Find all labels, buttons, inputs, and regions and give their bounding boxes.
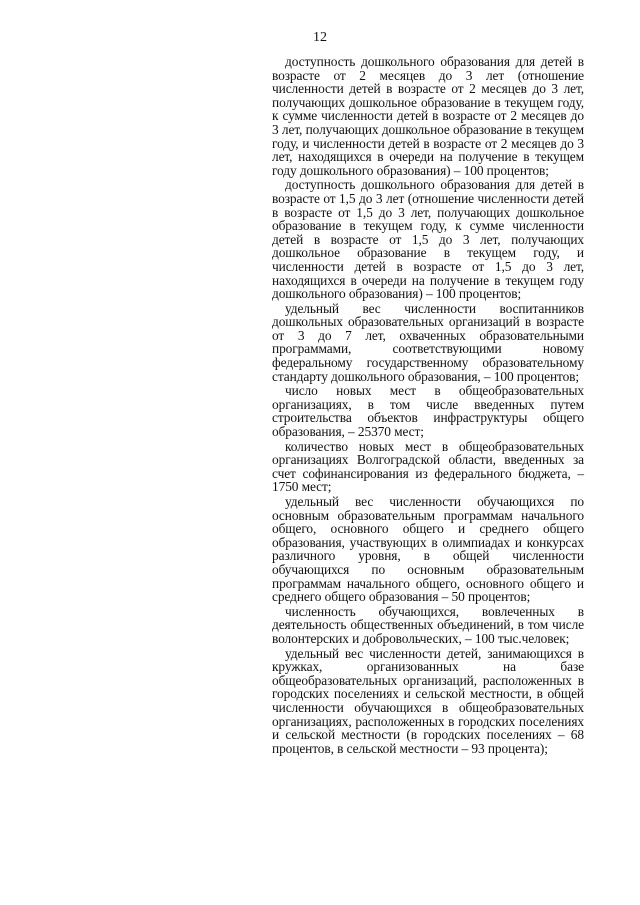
paragraph-7: численность обучающихся, вовлеченных в деятельность общественных объединений, в том числе волонтерских и добровольческих, – 100 тыс.человек; (272, 603, 584, 646)
paragraph-1: доступность дошкольного образования для детей в возрасте от 2 месяцев до 3 лет (отношение численности детей в возрасте от 2 месяцев до 3 лет, получающих дошкольное образование в текущем году, к сумме численности детей в возрасте от 2 месяцев до 3 лет, получающих дошкольное образование в текущем году, и численности детей в возрасте от 2 месяцев до 3 лет, находящихся в очереди на получение в текущем году дошкольного образования) – 100 процентов; (272, 54, 584, 178)
document-body (272, 55, 584, 756)
paragraph-2: доступность дошкольного образования для детей в возрасте от 1,5 до 3 лет (отношение численности детей в возрасте от 1,5 до 3 лет, получающих дошкольное образование в текущем году, к сумме численности детей в возрасте от 1,5 до 3 лет, получающих дошкольное образование в текущем году, и численности детей в возрасте от 1,5 до 3 лет, находящихся в очереди на получение в текущем году дошкольного образования) – 100 процентов; (272, 177, 584, 302)
paragraph-5: количество новых мест в общеобразовательных организациях Волгоградской области, введенных за счет софинансирования из федерального бюджета, – 1750 мест; (272, 438, 584, 495)
paragraph-3: удельный вес численности воспитанников дошкольных образовательных организаций в возрасте от 3 до 7 лет, охваченных образовательными программами, соответствующими новому федеральному государственному образовательному стандарту дошкольного образования, – 100 процентов; (272, 300, 584, 384)
paragraph-6: удельный вес численности обучающихся по основным образовательным программам начального общего, основного общего и среднего общего образования, участвующих в олимпиадах и конкурсах различного уровня, в общей численности обучающихся по основным образовательным программам начального общего, основного общего и среднего общего образования – 50 процентов; (272, 494, 584, 605)
paragraph-4: число новых мест в общеобразовательных организациях, в том числе введенных путем строительства объектов инфраструктуры общего образования, – 25370 мест; (272, 383, 584, 440)
paragraph-8: удельный вес численности детей, занимающихся в кружках, организованных на базе общеобразовательных организаций, расположенных в городских поселениях и сельской местности, в общей численности обучающихся в общеобразовательных организациях, расположенных в городских поселениях и сельской местности (в городских поселениях – 68 процентов, в сельской местности – 93 процента); (272, 645, 584, 756)
page-number: 12 (313, 30, 327, 45)
